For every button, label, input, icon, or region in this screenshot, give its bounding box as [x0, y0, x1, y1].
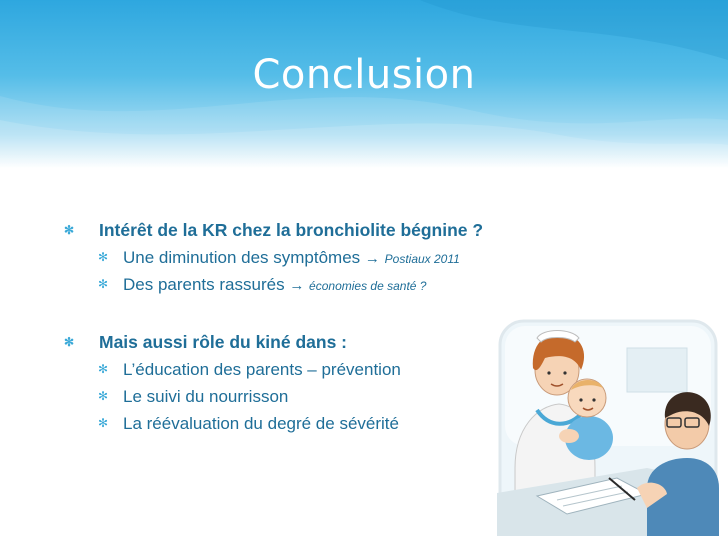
list-item: ✻ L’éducation des parents – prévention	[64, 356, 534, 383]
bullet-icon: ✻	[98, 250, 109, 264]
bullet-icon: ✻	[98, 416, 109, 430]
bullet-list	[64, 216, 534, 437]
nurse-with-baby-and-doctor-icon	[497, 318, 719, 536]
header-band	[0, 0, 728, 168]
list-item: ✻ Des parents rassurés → économies de santé ?	[64, 271, 534, 298]
list-item: ✻ La réévaluation du degré de sévérité	[64, 410, 534, 437]
arrow-icon: →	[364, 250, 380, 267]
list-item: ✻ Une diminution des symptômes → Postiaux 2011	[64, 244, 534, 271]
citation: économies de santé ?	[309, 279, 427, 293]
bullet-icon: ✻	[64, 223, 75, 237]
section-heading: ✻ Mais aussi rôle du kiné dans :	[64, 328, 534, 356]
arrow-icon: →	[289, 277, 305, 294]
bullet-icon: ✻	[98, 362, 109, 376]
bullet-icon: ✻	[98, 389, 109, 403]
list-item: ✻ Le suivi du nourrisson	[64, 383, 534, 410]
bullet-icon: ✻	[98, 277, 109, 291]
section-heading: ✻ Intérêt de la KR chez la bronchiolite bégnine ?	[64, 216, 534, 244]
slide-title: Conclusion	[252, 52, 476, 98]
citation: Postiaux 2011	[384, 252, 460, 266]
bullet-icon: ✻	[64, 335, 75, 349]
